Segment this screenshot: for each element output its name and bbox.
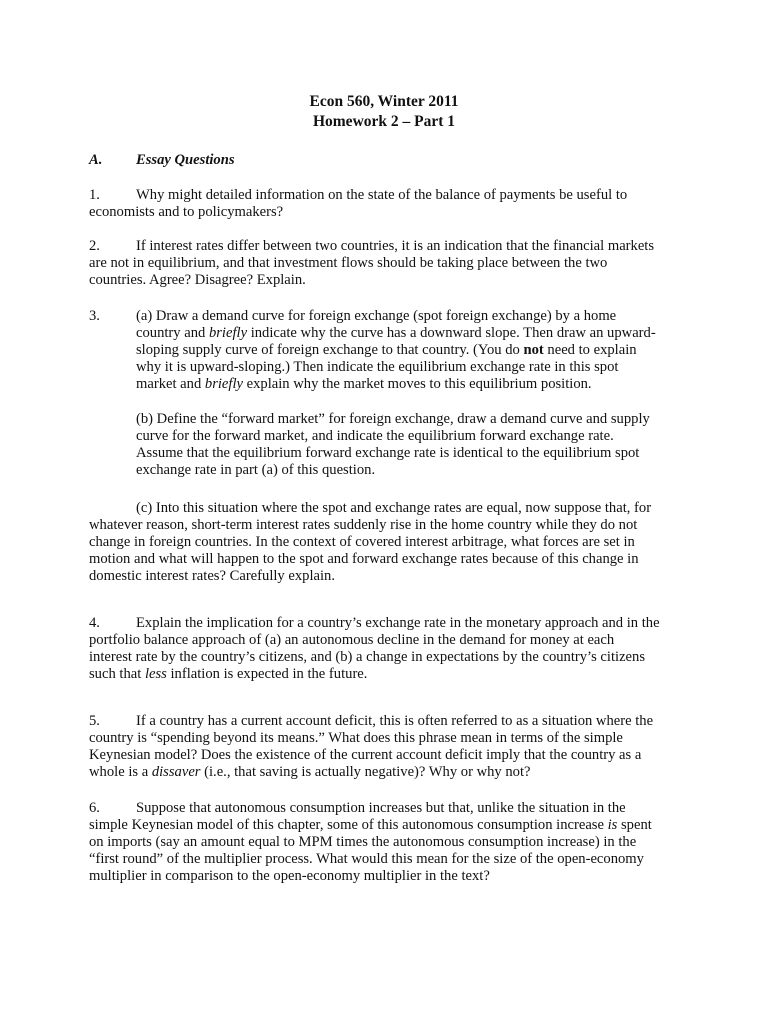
question-text: multiplier in comparison to the open-economy multiplier in the text?	[89, 868, 490, 884]
question-text: economists and to policymakers?	[89, 204, 284, 220]
section-letter: A.	[89, 152, 103, 168]
question-text: Suppose that autonomous consumption increases but that, unlike the situation in the	[136, 800, 626, 816]
section-heading: Essay Questions	[136, 152, 235, 168]
emphasis: briefly	[204, 376, 243, 392]
question-text: Explain the implication for a country’s exchange rate in the monetary approach and in the	[136, 615, 660, 631]
question-text: whatever reason, short-term interest rates suddenly rise in the home country while they do not	[89, 517, 638, 533]
question-text: “first round” of the multiplier process. What would this mean for the size of the open-economy	[89, 851, 644, 867]
question-text: countries. Agree? Disagree? Explain.	[89, 272, 306, 288]
question-text: why it is upward-sloping.) Then indicate the equilibrium exchange rate in this spot	[136, 359, 619, 375]
question-text: Keynesian model? Does the existence of the current account deficit imply that the country as a	[89, 747, 642, 763]
question-text: domestic interest rates? Carefully explain.	[89, 568, 335, 584]
question-text: curve for the forward market, and indicate the equilibrium forward exchange rate.	[136, 428, 614, 444]
question-text: If interest rates differ between two countries, it is an indication that the financial markets	[136, 238, 655, 254]
question-text: (b) Define the “forward market” for foreign exchange, draw a demand curve and supply	[136, 411, 650, 427]
question-text: interest rate by the country’s citizens, and (b) a change in expectations by the country’s citizens	[89, 649, 645, 665]
question-number: 2.	[89, 238, 100, 254]
question-text: country and briefly indicate why the curve has a downward slope. Then draw an upward-	[136, 325, 656, 341]
question-text: such that less inflation is expected in the future.	[89, 666, 368, 682]
question-number: 5.	[89, 713, 100, 729]
emphasis: briefly	[208, 325, 248, 341]
question-text: country is “spending beyond its means.” What does this phrase mean in terms of the simple	[89, 730, 623, 746]
question-text: Assume that the equilibrium forward exchange rate is identical to the equilibrium spot	[136, 445, 640, 461]
question-number: 3.	[89, 308, 100, 324]
question-number: 1.	[89, 187, 100, 203]
question-text: (c) Into this situation where the spot and exchange rates are equal, now suppose that, for	[136, 500, 652, 516]
question-text: exchange rate in part (a) of this question.	[136, 462, 376, 478]
document-title: Econ 560, Winter 2011	[309, 93, 459, 110]
question-text: simple Keynesian model of this chapter, some of this autonomous consumption increase is spent	[89, 817, 652, 833]
question-number: 4.	[89, 615, 100, 631]
question-text: on imports (say an amount equal to MPM times the autonomous consumption increase) in the	[89, 834, 637, 850]
question-text: motion and what will happen to the spot and forward exchange rates because of this change in	[89, 551, 639, 567]
question-text: are not in equilibrium, and that investment flows should be taking place between the two	[89, 255, 608, 271]
emphasis: less	[144, 666, 167, 682]
question-text: If a country has a current account deficit, this is often referred to as a situation where the	[136, 713, 654, 729]
document-subtitle: Homework 2 – Part 1	[312, 113, 456, 130]
question-number: 6.	[89, 800, 100, 816]
question-text: whole is a dissaver (i.e., that saving is actually negative)? Why or why not?	[89, 764, 531, 780]
question-text: market and briefly explain why the market moves to this equilibrium position.	[136, 376, 592, 392]
question-text: portfolio balance approach of (a) an autonomous decline in the demand for money at each	[89, 632, 615, 648]
question-text: (a) Draw a demand curve for foreign exchange (spot foreign exchange) by a home	[136, 308, 617, 324]
question-text: change in foreign countries. In the context of covered interest arbitrage, what forces are set in	[89, 534, 635, 550]
question-text: Why might detailed information on the state of the balance of payments be useful to	[136, 187, 628, 203]
question-text: sloping supply curve of foreign exchange to that country. (You do not need to explain	[136, 342, 637, 358]
emphasis: dissaver	[151, 764, 201, 780]
bold-emphasis: not	[523, 342, 544, 358]
emphasis: is	[607, 817, 618, 833]
